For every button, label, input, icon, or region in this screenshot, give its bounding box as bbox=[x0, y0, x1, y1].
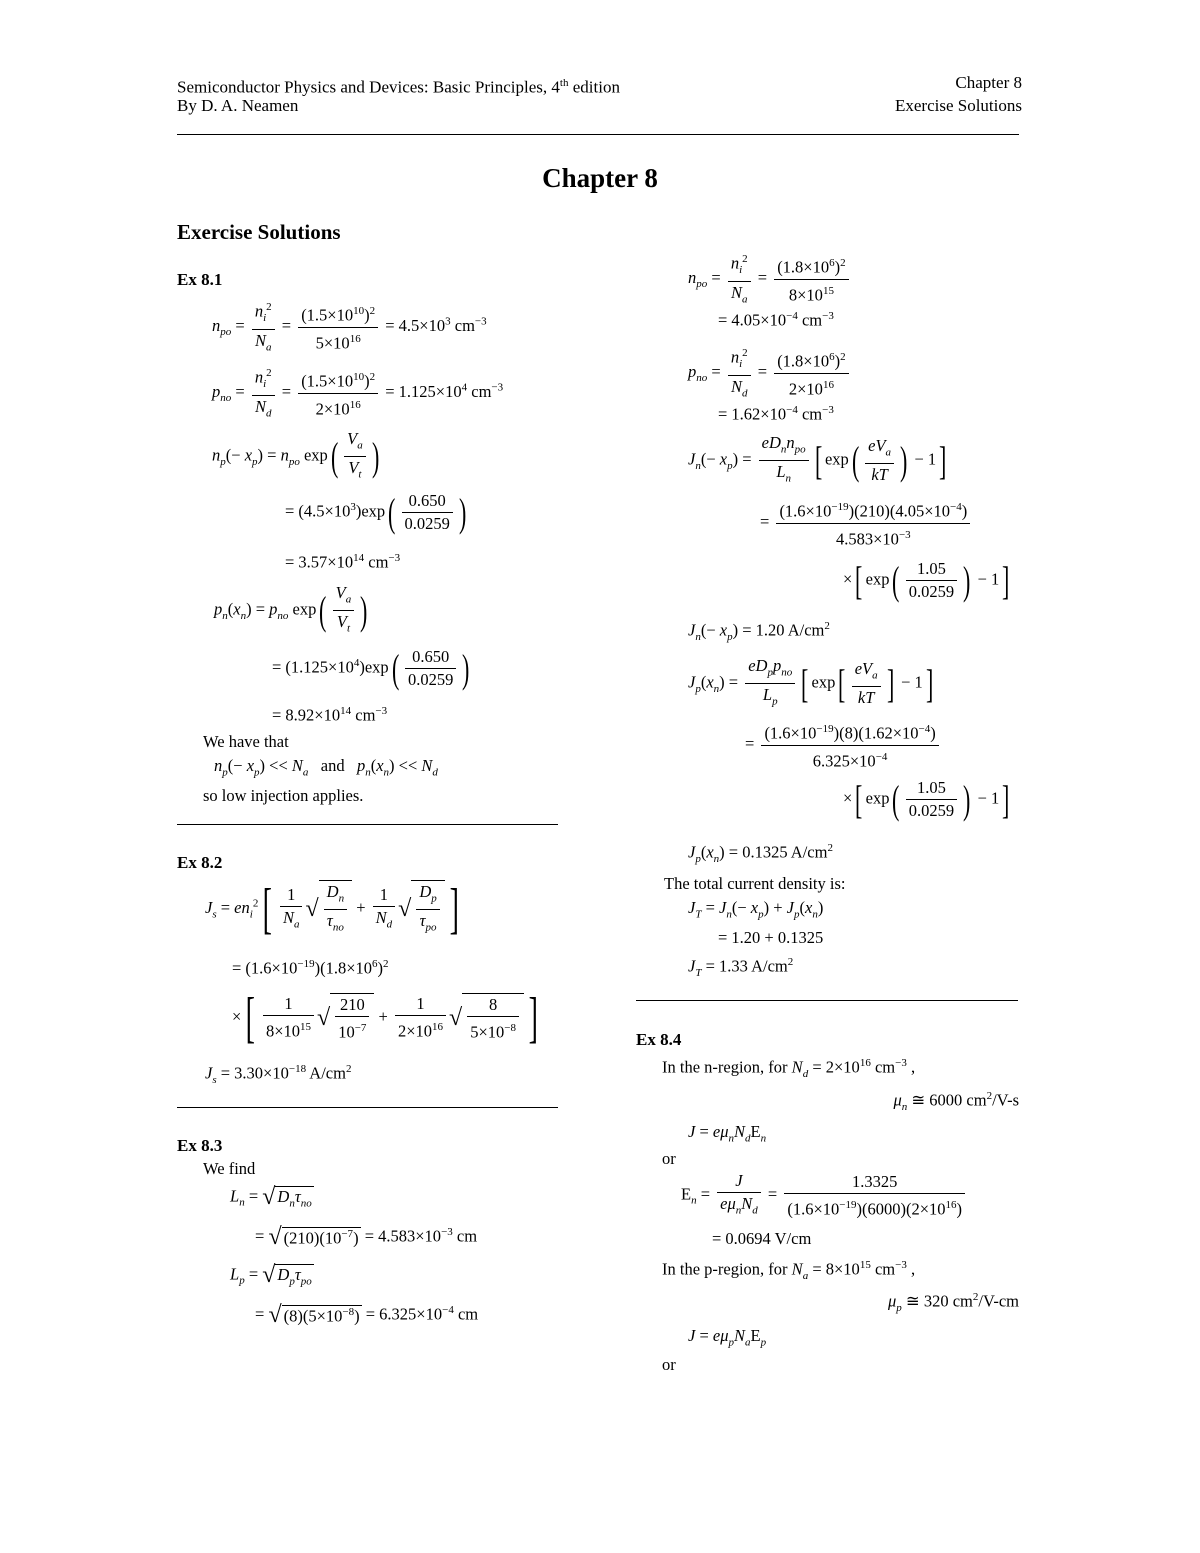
page-title: Chapter 8 bbox=[542, 163, 658, 193]
equation: $p_{no}$ = $\frac{n_i^2}{N_d}$ = $\frac{(1.5\times 10^{10})^2}{2\times 10^{16}}$ = $1.125\times 10^4$ $cm^{-3}$ bbox=[212, 362, 503, 424]
ex81-conclusion: so low injection applies. bbox=[203, 786, 364, 805]
section-label: Exercise Solutions bbox=[894, 96, 1022, 115]
equation: = $(1.6\times 10^{-19})(1.8\times 10^6)^2$ bbox=[232, 958, 389, 978]
divider bbox=[177, 1107, 558, 1108]
equation: $J = e\mu_nN_dE_n$ bbox=[688, 1122, 767, 1145]
equation: $p_{no}$ = $\frac{n_i^2}{N_d}$ = $\frac{(1.8\times 10^6)^2}{2\times 10^{16}}$ bbox=[688, 342, 852, 404]
equation: = $3.57\times 10^{14}$ $cm^{-3}$ bbox=[285, 552, 401, 572]
equation: $J_n(- x_p) = 1.20$ $A/cm^2$ bbox=[688, 620, 830, 643]
total-current-text: The total current density is: bbox=[664, 874, 846, 893]
n-region-text: In the n-region, for bbox=[662, 1057, 788, 1077]
equation: = $\frac{(1.6\times 10^{-19})(210)(4.05\times 10^{-4})}{4.583\times 10^{-3}}$ bbox=[760, 496, 973, 550]
equation: In the p-region, for $N_a = 8\times 10^{15}$ $cm^{-3}$ , bbox=[662, 1259, 916, 1282]
equation: $E_n$ = $\frac{J}{e\mu_nN_d}$ = $\frac{1.3325}{(1.6\times 10^{-19})(6000)(2\times 10^{16})}$ bbox=[681, 1170, 968, 1221]
equation: $J_n(- x_p)$ = $\frac{eD_nn_{po}}{L_n}$ [ exp( $\frac{eV_a}{kT}$ ) − 1] bbox=[688, 433, 947, 485]
equation: $J_T = J_n(- x_p) + J_p(x_n)$ bbox=[688, 898, 824, 921]
equation: $n_{po}$ = $\frac{n_i^2}{N_a}$ = $\frac{(1.5\times 10^{10})^2}{5\times 10^{16}}$ = $4.5\times 10^3$ $cm^{-3}$ bbox=[212, 296, 487, 358]
equation: $p_n(x_n) = p_{no}$ exp( $\frac{V_a}{V_t}$ ) bbox=[214, 583, 368, 635]
equation: ×[ $\frac{1}{8\times 10^{15}}$ √ $\frac{210}{10^{-7}}$ + $\frac{1}{2\times 10^{16}}$ √ $\frac{8}{5\times 10^{-8}}$ ] bbox=[232, 987, 538, 1049]
equation: $n_p(- x_p) = n_{po}$ exp( $\frac{V_a}{V_t}$ ) bbox=[212, 429, 380, 481]
equation: = $(4.5\times 10^3)\exp$( $\frac{0.650}{0.0259}$ ) bbox=[285, 489, 467, 535]
or-text: or bbox=[662, 1149, 676, 1168]
equation: $n_{po}$ = $\frac{n_i^2}{N_a}$ = $\frac{(1.8\times 10^6)^2}{8\times 10^{15}}$ bbox=[688, 248, 852, 310]
equation: ×[ exp( $\frac{1.05}{0.0259}$ ) − 1] bbox=[843, 557, 1010, 603]
equation: = $1.62\times 10^{-4}$ $cm^{-3}$ bbox=[718, 404, 834, 424]
equation: ×[ exp( $\frac{1.05}{0.0259}$ ) − 1] bbox=[843, 776, 1010, 822]
book-title: Semiconductor Physics and Devices: Basic Principles, 4th edition bbox=[177, 77, 620, 97]
section-heading: Exercise Solutions bbox=[177, 220, 341, 244]
equation: $L_n$ = √ $D_n\tau_{no}$ bbox=[230, 1184, 312, 1210]
equation: In the n-region, for $N_d = 2\times 10^{16}$ $cm^{-3}$ , bbox=[662, 1057, 916, 1080]
author: By D. A. Neamen bbox=[177, 96, 299, 115]
equation: = $\frac{(1.6\times 10^{-19})(8)(1.62\times 10^{-4})}{6.325\times 10^{-4}}$ bbox=[745, 718, 942, 772]
equation: $J_s = en_i^2$[ $\frac{1}{N_a}$ √ $\frac{D_n}{\tau_{no}}$ + $\frac{1}{N_d}$ √ $\frac{D_p}{\tau_{po}}$ ] bbox=[205, 878, 459, 941]
chapter-label: Chapter 8 bbox=[955, 73, 1022, 92]
header-rule bbox=[177, 134, 1019, 135]
equation: $J_p(x_n) = 0.1325$ $A/cm^2$ bbox=[688, 842, 833, 865]
equation: $L_p$ = √ $D_p\tau_{po}$ bbox=[230, 1262, 312, 1288]
ex81-heading: Ex 8.1 bbox=[177, 270, 223, 289]
equation: = $4.05\times 10^{-4}$ $cm^{-3}$ bbox=[718, 310, 834, 330]
divider bbox=[177, 824, 558, 825]
and-word: and bbox=[320, 756, 345, 775]
or-text: or bbox=[662, 1355, 676, 1374]
equation: $n_p(- x_p) << N_a$ and $p_n(x_n) << N_d$ bbox=[214, 756, 438, 779]
ex83-heading: Ex 8.3 bbox=[177, 1136, 223, 1155]
we-find: We find bbox=[203, 1159, 256, 1178]
equation: $J_T = 1.33$ $A/cm^2$ bbox=[688, 956, 794, 979]
equation: = 0.0694 V/cm bbox=[712, 1229, 812, 1248]
equation: $J_p(x_n)$ = $\frac{eD_pp_{no}}{L_p}$ [ exp[ $\frac{eV_a}{kT}$ ] − 1] bbox=[688, 656, 934, 708]
equation: = √ $(210)(10^{-7}) = 4.583\times 10^{-3}$ cm bbox=[255, 1224, 478, 1250]
we-have-that: We have that bbox=[203, 732, 289, 751]
equation: = √ $(8)(5\times 10^{-8}) = 6.325\times 10^{-4}$ cm bbox=[255, 1302, 479, 1328]
equation: = 1.20 + 0.1325 bbox=[718, 928, 824, 947]
ex82-heading: Ex 8.2 bbox=[177, 853, 223, 872]
equation: $\mu_n$ ≅ 6000 $cm^2/V-s$ bbox=[893, 1090, 1019, 1113]
equation: $\mu_p$ ≅ 320 $cm^2/V-cm$ bbox=[887, 1291, 1019, 1314]
equation: = $8.92\times 10^{14}$ $cm^{-3}$ bbox=[272, 705, 388, 725]
p-region-text: In the p-region, for bbox=[662, 1259, 788, 1279]
equation: $J_s = 3.30\times 10^{-18}$ $A/cm^2$ bbox=[205, 1063, 352, 1086]
divider bbox=[636, 1000, 1018, 1001]
equation: $J = e\mu_pN_aE_p$ bbox=[688, 1326, 767, 1349]
equation: = $(1.125\times 10^4)\exp$( $\frac{0.650}{0.0259}$ ) bbox=[272, 645, 470, 691]
ex84-heading: Ex 8.4 bbox=[636, 1030, 682, 1049]
